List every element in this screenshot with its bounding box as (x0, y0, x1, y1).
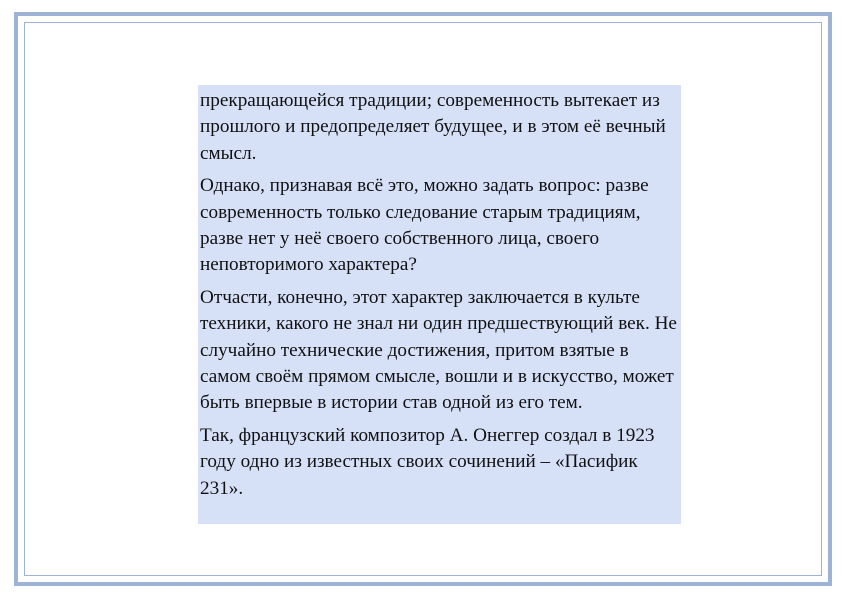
paragraph-1: прекращающейся традиции; современность вытекает из прошлого и предопределяет будущее, и в этом её вечный смысл. (200, 90, 666, 164)
text-block (198, 85, 681, 524)
paragraph-3: Отчасти, конечно, этот характер заключается в культе техники, какого не знал ни один предшествующий век. Не случайно технические достижения, притом взятые в самом своём прямом смысле, вошли и в искусство, может быть впервые в истории став одной из его тем. (200, 286, 677, 414)
paragraph-2: Однако, признавая всё это, можно задать вопрос: разве современность только следование старым традициям, разве нет у неё своего собственного лица, своего неповторимого характера? (200, 175, 649, 276)
paragraph-4: Так, французский композитор А. Онеггер создал в 1923 году одно из известных своих сочинений – «Пасифик 231». (200, 424, 655, 499)
